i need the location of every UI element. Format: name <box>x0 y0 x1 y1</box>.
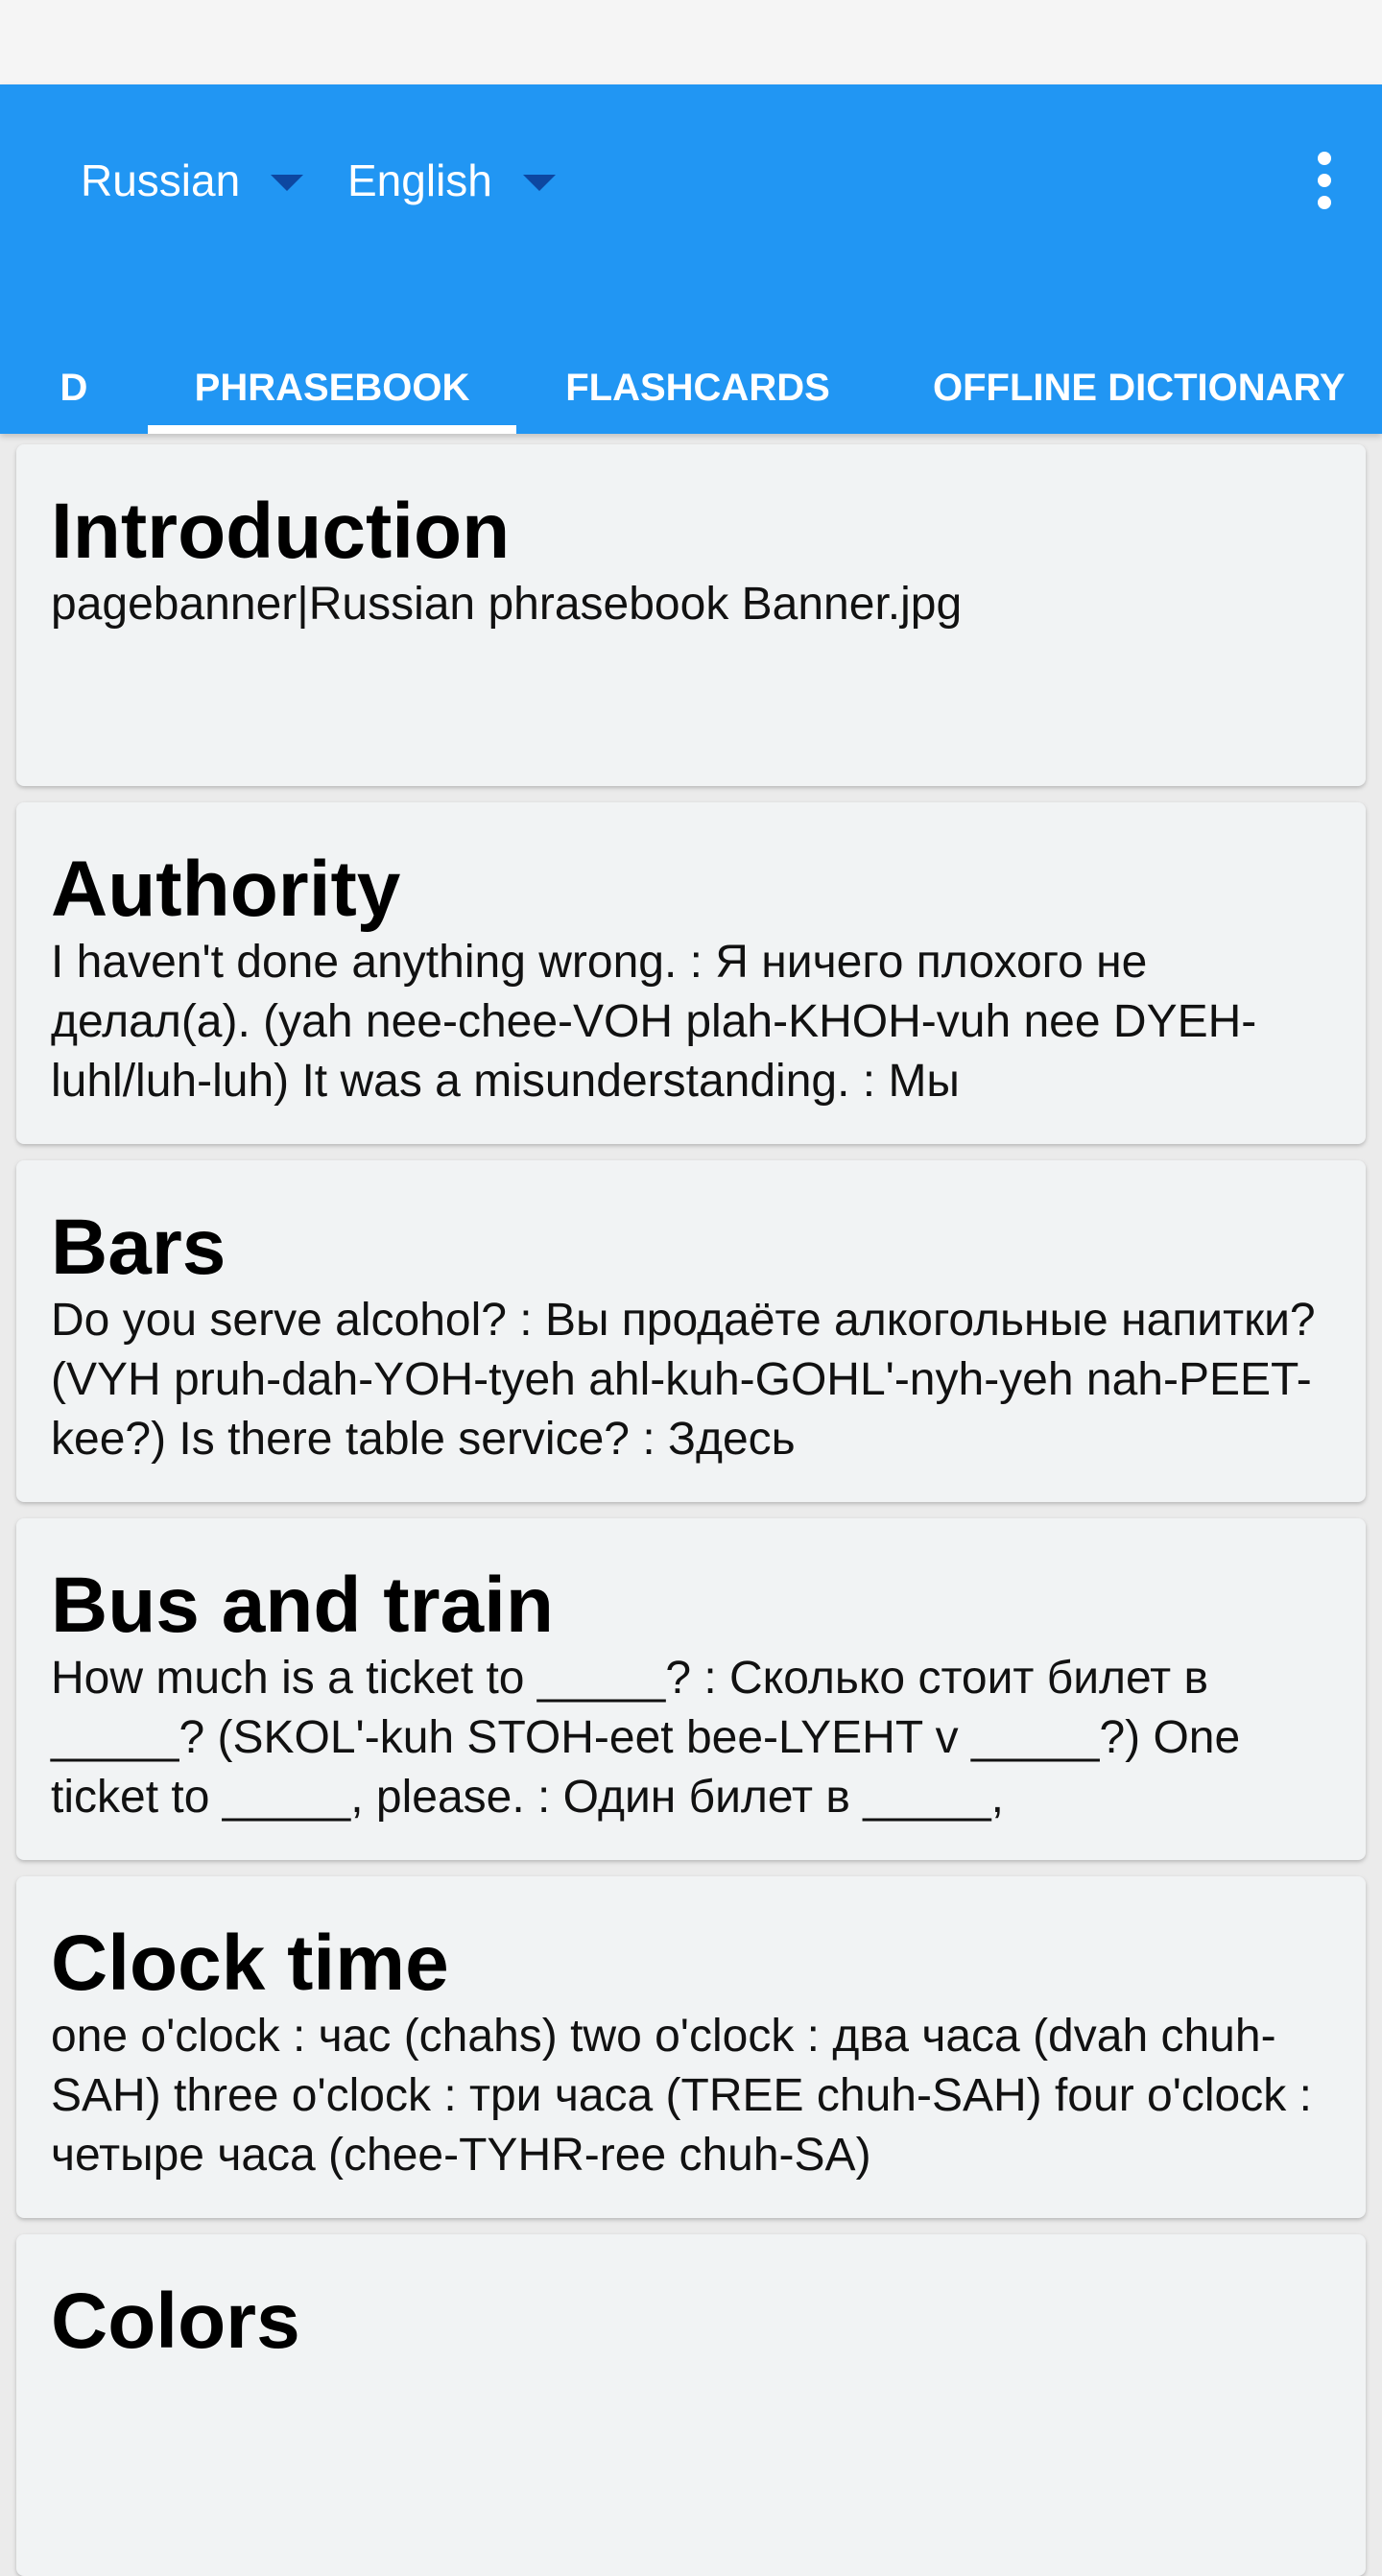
card-body: Do you serve alcohol? : Вы продаёте алкогольные напитки? (VYH pruh-dah-YOH-tyeh ahl-kuh-GOHL'-nyh-yeh nah-PEET-kee?) Is there table service? : Здесь <box>51 1295 1316 1465</box>
phrasebook-card[interactable] <box>16 444 1366 786</box>
card-title: Introduction <box>51 488 511 575</box>
phrasebook-card[interactable] <box>16 1876 1366 2218</box>
phrasebook-card[interactable] <box>16 1160 1366 1502</box>
card-body: How much is a ticket to _____? : Сколько стоит билет в _____? (SKOL'-kuh STOH-eet bee-LYEHT v _____?) One ticket to _____, please. : Один билет в _____, <box>51 1653 1241 1823</box>
card-title: Authority <box>51 846 401 933</box>
phrasebook-card[interactable] <box>16 1518 1366 1860</box>
card-title: Bus and train <box>51 1562 554 1649</box>
phrasebook-card[interactable] <box>16 2234 1366 2576</box>
card-body: I haven't done anything wrong. : Я ничего плохого не делал(а). (yah nee-chee-VOH plah-KHOH-vuh nee DYEH-luhl/luh-luh) It was a misunderstanding. : Мы <box>51 937 1257 1107</box>
tab-flashcards[interactable]: FLASHCARDS <box>565 366 830 409</box>
dropdown-arrow-icon <box>523 175 556 191</box>
app-bar <box>0 84 1382 434</box>
target-language-label: English <box>347 155 492 205</box>
source-language-dropdown[interactable] <box>81 154 303 207</box>
card-title: Clock time <box>51 1920 449 2007</box>
source-language-label: Russian <box>81 155 241 205</box>
card-body: pagebanner|Russian phrasebook Banner.jpg <box>51 579 963 630</box>
target-language-dropdown[interactable] <box>347 154 556 207</box>
card-title: Bars <box>51 1204 226 1291</box>
tab-offline-dictionary[interactable]: OFFLINE DICTIONARY <box>933 366 1346 409</box>
card-body: one o'clock : час (chahs) two o'clock : два часа (dvah chuh-SAH) three o'clock : три часа (TREE chuh-SAH) four o'clock : четыре часа (chee-TYHR-ree chuh-SA) <box>51 2011 1312 2181</box>
more-vert-icon[interactable] <box>1296 142 1353 219</box>
tab-bar <box>0 342 1346 434</box>
tab-phrasebook[interactable]: PHRASEBOOK <box>194 366 470 409</box>
dropdown-arrow-icon <box>271 175 303 191</box>
tab-dictionary[interactable]: D <box>60 366 88 409</box>
selected-tab-indicator <box>148 425 516 434</box>
phrasebook-list[interactable] <box>0 434 1382 2365</box>
card-title: Colors <box>51 2278 300 2365</box>
phrasebook-card[interactable] <box>16 802 1366 1144</box>
status-bar <box>0 0 1382 84</box>
